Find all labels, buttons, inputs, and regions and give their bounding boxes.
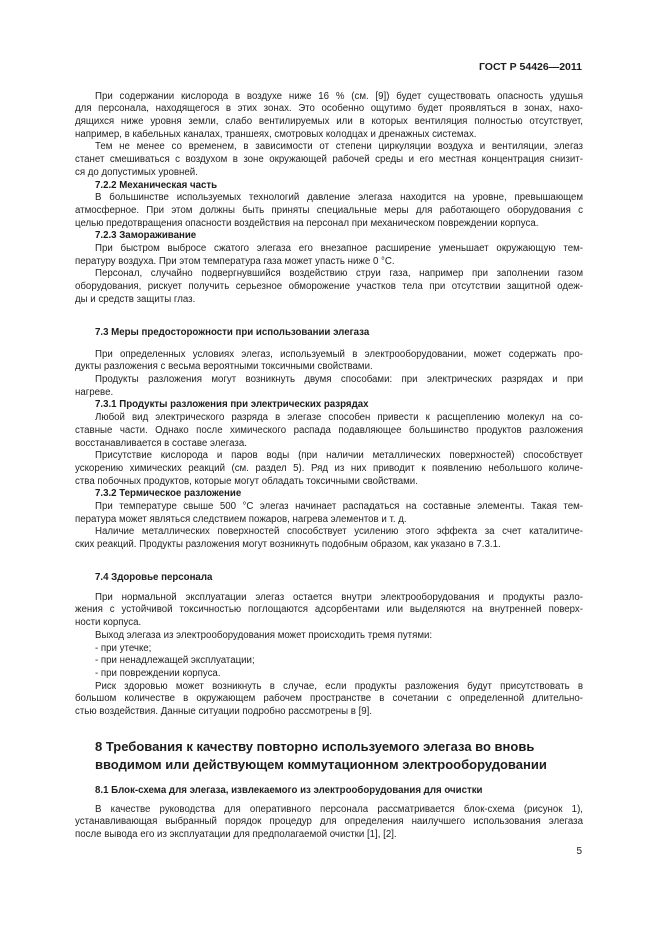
text-line: При температуре свыше 500 °С элегаз начинает распадаться на составные элементы. Такая тем- — [95, 501, 583, 513]
section-heading: 7.3.1 Продукты разложения при электрических разрядах — [95, 399, 369, 411]
paragraph — [75, 681, 583, 719]
text-line: стью воздействия. Данные ситуации подробно рассмотрены в [9]. — [75, 706, 373, 718]
text-line: Персонал, случайно подвергнувшийся воздействию струи газа, например при заполнении газом — [95, 268, 583, 280]
chapter-heading-line: вводимом или действующем коммутационном электрооборудовании — [95, 757, 547, 773]
text-line: Выход элегаза из электрооборудования может происходить тремя путями: — [95, 629, 433, 641]
paragraph — [75, 268, 583, 306]
text-line: целью предотвращения опасности воздействия на персонал при механическом повреждении корпуса. — [75, 217, 539, 229]
list-item: - при повреждении корпуса. — [95, 667, 221, 679]
text-line: жения с устойчивой токсичностью поглощаются адсорбентами или выделяются на внутренней поверх- — [75, 604, 583, 616]
text-line: например, в кабельных каналах, траншеях, смотровых колодцах и дренажных системах. — [75, 128, 477, 140]
text-line: пературу воздуха. При этом температура газа может упасть ниже 0 °С. — [75, 255, 395, 267]
text-line: При нормальной эксплуатации элегаз остается внутри электрооборудования и продукты разло- — [95, 591, 583, 603]
text-line: восстанавливается в составе элегаза. — [75, 437, 247, 449]
paragraph — [75, 349, 583, 374]
text-line: Риск здоровью может возникнуть в случае, если продукты разложения будут присутствовать в — [95, 680, 583, 692]
list-item: - при утечке; — [95, 642, 152, 654]
text-line: дукты разложения с весьма вероятными токсичными свойствами. — [75, 361, 373, 373]
section-heading: 7.4 Здоровье персонала — [95, 571, 213, 583]
text-line: ды и средств защиты глаз. — [75, 293, 196, 305]
paragraph — [75, 630, 583, 643]
paragraph — [75, 501, 583, 526]
text-line: При определенных условиях элегаз, используемый в электрооборудовании, может содержать про- — [95, 348, 583, 360]
paragraph — [75, 450, 583, 488]
text-line: для персонала, находящегося в этих зонах. Это особенно ощутимо будет проявляться в зонах, нахо- — [75, 103, 583, 115]
bullet-list — [75, 643, 583, 681]
text-line: пература может являться следствием пожаров, нагрева элементов и т. д. — [75, 513, 407, 525]
text-line: При быстром выбросе сжатого элегаза его внезапное расширение уменьшает окружающую тем- — [95, 243, 583, 255]
page-number: 5 — [576, 846, 582, 857]
paragraph — [75, 243, 583, 268]
text-line: Продукты разложения могут возникнуть двумя способами: при электрических разрядах и при — [95, 374, 583, 386]
text-line: нагреве. — [75, 386, 114, 398]
chapter-heading-line: 8 Требования к качеству повторно используемого элегаза во вновь — [95, 739, 535, 755]
text-line: устанавливающая выбранный порядок процедур для определения наилучшего использования элегаза — [75, 816, 583, 828]
paragraph — [75, 374, 583, 399]
text-line: Тем не менее со временем, в зависимости от степени циркуляции воздуха и вентиляции, элегаз — [95, 141, 583, 153]
document-body — [75, 91, 583, 842]
text-line: В большинстве используемых технологий давление элегаза находится на уровне, превышающем — [95, 192, 583, 204]
section-heading: 7.2.3 Замораживание — [95, 230, 197, 242]
section-heading: 8.1 Блок-схема для элегаза, извлекаемого из электрооборудования для очистки — [95, 784, 483, 796]
running-header: ГОСТ Р 54426—2011 — [478, 61, 582, 73]
text-line: большом количестве в окружающем рабочем пространстве в сочетании с определенной длительно- — [75, 693, 583, 705]
text-line: после вывода его из эксплуатации для предполагаемой очистки [1], [2]. — [75, 829, 397, 841]
list-item: - при ненадлежащей эксплуатации; — [95, 655, 255, 667]
text-line: станет смешиваться с воздухом в зоне окружающей рабочей среды и его местная концентрация снизит- — [75, 154, 583, 166]
text-line: дящихся ниже уровня земли, слабо вентилируемых или в которых вентиляция полностью отсутствует, — [75, 116, 583, 127]
paragraph — [75, 192, 583, 230]
text-line: атмосферное. При этом должны быть приняты специальные меры для работающего оборудования с — [75, 204, 583, 216]
paragraph — [75, 804, 583, 842]
paragraph — [75, 91, 583, 142]
text-line: оборудования, рискует получить серьезное обморожение участков тела при отсутствии защитной одеж- — [75, 281, 583, 293]
paragraph — [75, 526, 583, 551]
section-heading: 7.3.2 Термическое разложение — [95, 488, 242, 500]
text-line: ности корпуса. — [75, 617, 142, 629]
text-line: ских реакций. Продукты разложения могут возникнуть подобным образом, как указано в 7.3.1. — [75, 539, 501, 551]
text-line: ставные части. Однако после химического распада подавляющее большинство продуктов разложения — [75, 424, 583, 436]
text-line: ства побочных продуктов, которые могут обладать токсичными свойствами. — [75, 475, 418, 487]
text-line: ускорению химических реакций (см. раздел 5). Ряд из них приводит к появлению небольшого количе- — [75, 462, 583, 474]
chapter-heading — [75, 738, 583, 774]
section-heading: 7.2.2 Механическая часть — [95, 179, 218, 191]
text-line: При содержании кислорода в воздухе ниже 16 % (см. [9]) будет существовать опасность удушья — [95, 90, 583, 102]
text-line: ся до допустимых уровней. — [75, 166, 198, 178]
section-heading: 7.3 Меры предосторожности при использовании элегаза — [95, 326, 370, 338]
paragraph — [75, 412, 583, 450]
text-line: Присутствие кислорода и паров воды (при наличии металлических поверхностей) способствует — [95, 450, 583, 462]
text-line: В качестве руководства для оперативного персонала рассматривается блок-схема (рисунок 1), — [95, 803, 583, 815]
paragraph — [75, 592, 583, 630]
paragraph — [75, 141, 583, 179]
text-line: Любой вид электрического разряда в элегазе способен привести к расщеплению молекул на со- — [95, 412, 583, 424]
text-line: Наличие металлических поверхностей способствует усилению этого эффекта за счет каталитиче- — [95, 526, 583, 538]
